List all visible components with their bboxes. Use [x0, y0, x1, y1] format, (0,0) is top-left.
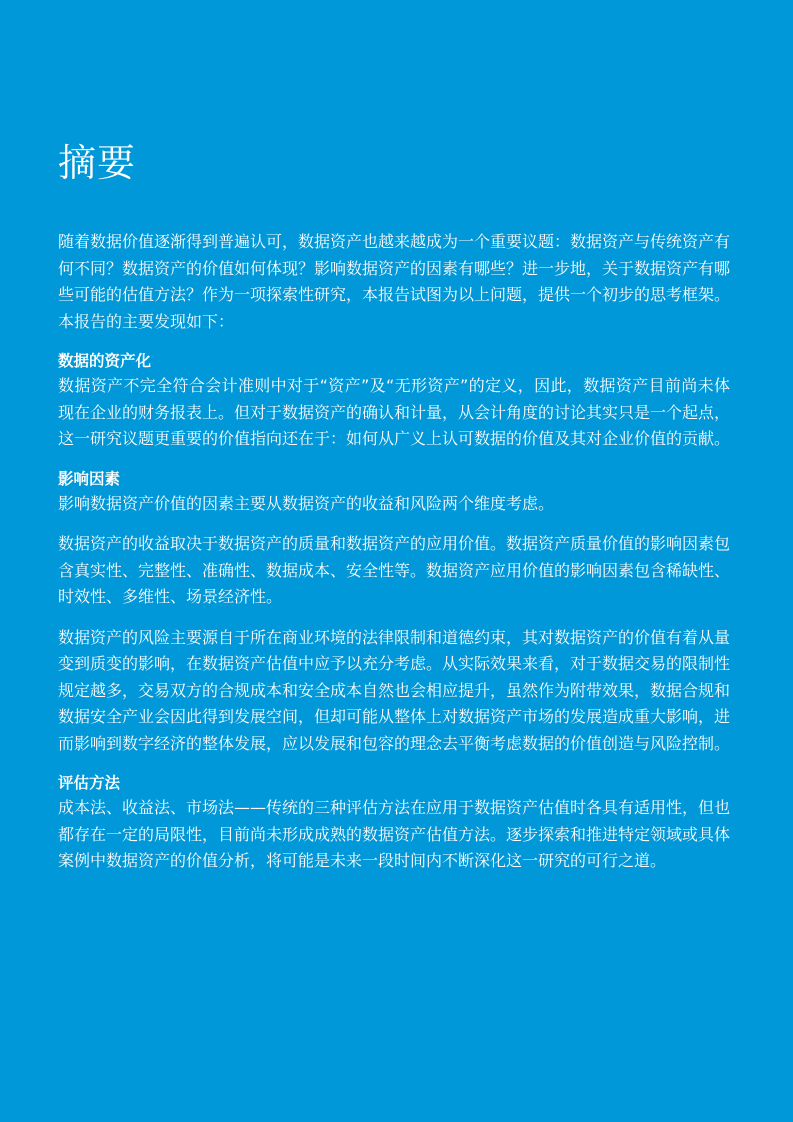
section-heading: 影响因素	[58, 469, 121, 488]
section-paragraph: 数据资产的风险主要源自于所在商业环境的法律限制和道德约束，其对数据资产的价值有着从量变到质变的影响，在数据资产估值中应予以充分考虑。从实际效果来看，对于数据交易的限制性规定越多，交易双方的合规成本和安全成本自然也会相应提升，虽然作为附带效果，数据合规和数据安全产业会因此得到发展空间，但却可能从整体上对数据资产市场的发展造成重大影响，进而影响到数字经济的整体发展，应以发展和包容的理念去平衡考虑数据的价值创造与风险控制。	[58, 627, 731, 753]
section-heading: 数据的资产化	[58, 352, 152, 370]
section-paragraph: 数据资产的收益取决于数据资产的质量和数据资产的应用价值。数据资产质量价值的影响因素包含真实性、完整性、准确性、数据成本、安全性等。数据资产应用价值的影响因素包含稀缺性、时效性、多维性、场景经济性。	[58, 534, 731, 606]
intro-paragraph: 随着数据价值逐渐得到普遍认可，数据资产也越来越成为一个重要议题：数据资产与传统资产有何不同？数据资产的价值如何体现？影响数据资产的因素有哪些？进一步地，关于数据资产有哪些可能的估值方法？作为一项探索性研究，本报告试图为以上问题，提供一个初步的思考框架。本报告的主要发现如下：	[58, 232, 731, 331]
page-title: 摘要	[58, 141, 137, 185]
section-paragraph: 数据资产不完全符合会计准则中对于“资产”及“无形资产”的定义，因此，数据资产目前尚未体现在企业的财务报表上。但对于数据资产的确认和计量，从会计角度的讨论其实只是一个起点，这一研究议题更重要的价值指向还在于：如何从广义上认可数据的价值及其对企业价值的贡献。	[58, 376, 731, 448]
section-data-assetization	[58, 349, 730, 453]
abstract-content	[58, 229, 730, 875]
section-paragraph: 成本法、收益法、市场法——传统的三种评估方法在应用于数据资产估值时各具有适用性，但也都存在一定的局限性，目前尚未形成成熟的数据资产估值方法。逐步探索和推进特定领域或具体案例中数据资产的价值分析，将可能是未来一段时间内不断深化这一研究的可行之道。	[58, 798, 731, 870]
section-valuation-methods	[58, 771, 730, 875]
section-heading: 评估方法	[58, 774, 121, 792]
section-paragraph: 影响数据资产价值的因素主要从数据资产的收益和风险两个维度考虑。	[58, 493, 555, 513]
section-influencing-factors	[58, 467, 730, 758]
